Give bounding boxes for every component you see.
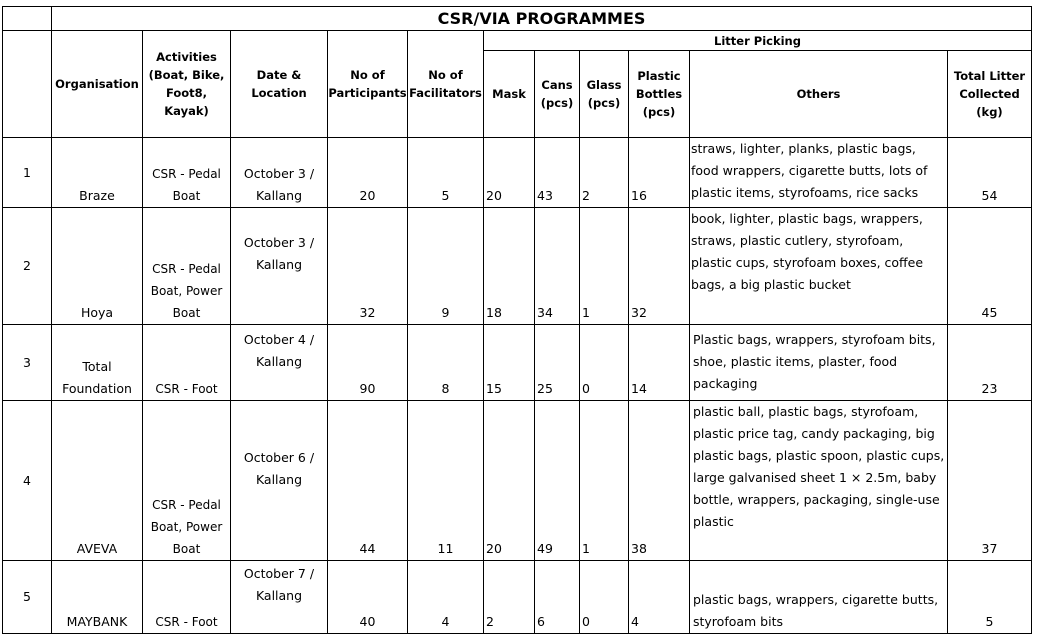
header-cans: Cans (pcs) [535,51,580,138]
participants-cell: 90 [328,325,408,401]
table-title: CSR/VIA PROGRAMMES [52,7,1032,31]
mask-cell: 20 [484,401,535,561]
header-glass: Glass (pcs) [580,51,629,138]
table-row [3,325,1032,401]
plastic-bottles-cell: 4 [629,561,690,634]
header-plastic-bottles: Plastic Bottles (pcs) [629,51,690,138]
total-cell: 45 [948,208,1032,325]
glass-cell: 2 [580,138,629,208]
glass-cell: 0 [580,561,629,634]
activities-cell: CSR - Pedal Boat [143,138,231,208]
header-litter-picking: Litter Picking [484,31,1032,51]
facilitators-cell: 11 [408,401,484,561]
plastic-bottles-cell: 14 [629,325,690,401]
total-cell: 5 [948,561,1032,634]
header-mask: Mask [484,51,535,138]
date-location-cell: October 6 / Kallang [231,401,328,561]
table-row [3,138,1032,208]
date-location-cell: October 3 / Kallang [231,138,328,208]
header-others: Others [690,51,948,138]
total-cell: 54 [948,138,1032,208]
header-activities: Activities (Boat, Bike, Foot8, Kayak) [143,31,231,138]
organisation-cell: Braze [52,138,143,208]
date-location-cell: October 7 / Kallang [231,561,328,634]
activities-cell: CSR - Foot [143,561,231,634]
organisation-cell: Hoya [52,208,143,325]
row-number: 5 [3,561,52,634]
cans-cell: 34 [535,208,580,325]
table-row [3,401,1032,561]
others-cell: plastic bags, wrappers, cigarette butts, styrofoam bits [690,561,948,634]
csr-programmes-table [2,6,1032,634]
header-participants: No of Participants [328,31,408,138]
glass-cell: 0 [580,325,629,401]
mask-cell: 20 [484,138,535,208]
cans-cell: 43 [535,138,580,208]
row-number: 4 [3,401,52,561]
mask-cell: 15 [484,325,535,401]
row-number: 1 [3,138,52,208]
header-total: Total Litter Collected (kg) [948,51,1032,138]
participants-cell: 20 [328,138,408,208]
participants-cell: 40 [328,561,408,634]
organisation-cell: MAYBANK [52,561,143,634]
organisation-cell: AVEVA [52,401,143,561]
mask-cell: 18 [484,208,535,325]
header-organisation: Organisation [52,31,143,138]
total-cell: 37 [948,401,1032,561]
header-facilitators: No of Facilitators [408,31,484,138]
participants-cell: 44 [328,401,408,561]
glass-cell: 1 [580,401,629,561]
facilitators-cell: 8 [408,325,484,401]
header-date-location: Date & Location [231,31,328,138]
activities-cell: CSR - Foot [143,325,231,401]
participants-cell: 32 [328,208,408,325]
date-location-cell: October 3 / Kallang [231,208,328,325]
date-location-cell: October 4 / Kallang [231,325,328,401]
row-number: 3 [3,325,52,401]
organisation-cell: Total Foundation [52,325,143,401]
plastic-bottles-cell: 32 [629,208,690,325]
others-cell: Plastic bags, wrappers, styrofoam bits, shoe, plastic items, plaster, food packaging [690,325,948,401]
table-row [3,561,1032,634]
plastic-bottles-cell: 16 [629,138,690,208]
cans-cell: 49 [535,401,580,561]
activities-cell: CSR - Pedal Boat, Power Boat [143,401,231,561]
total-cell: 23 [948,325,1032,401]
plastic-bottles-cell: 38 [629,401,690,561]
cans-cell: 25 [535,325,580,401]
index-header-cell [3,31,52,138]
facilitators-cell: 4 [408,561,484,634]
facilitators-cell: 9 [408,208,484,325]
mask-cell: 2 [484,561,535,634]
others-cell: plastic ball, plastic bags, styrofoam, plastic price tag, candy packaging, big plastic bags, plastic spoon, plastic cups, large galvanised sheet 1 × 2.5m, baby bottle, wrappers, packaging, single-use plastic [690,401,948,561]
activities-cell: CSR - Pedal Boat, Power Boat [143,208,231,325]
facilitators-cell: 5 [408,138,484,208]
row-number: 2 [3,208,52,325]
others-cell: book, lighter, plastic bags, wrappers, straws, plastic cutlery, styrofoam, plastic cups, styrofoam boxes, coffee bags, a big plastic bucket [690,208,948,325]
cans-cell: 6 [535,561,580,634]
glass-cell: 1 [580,208,629,325]
table-row [3,208,1032,325]
corner-cell [3,7,52,31]
others-cell: straws, lighter, planks, plastic bags, food wrappers, cigarette butts, lots of plastic items, styrofoams, rice sacks [690,138,948,208]
